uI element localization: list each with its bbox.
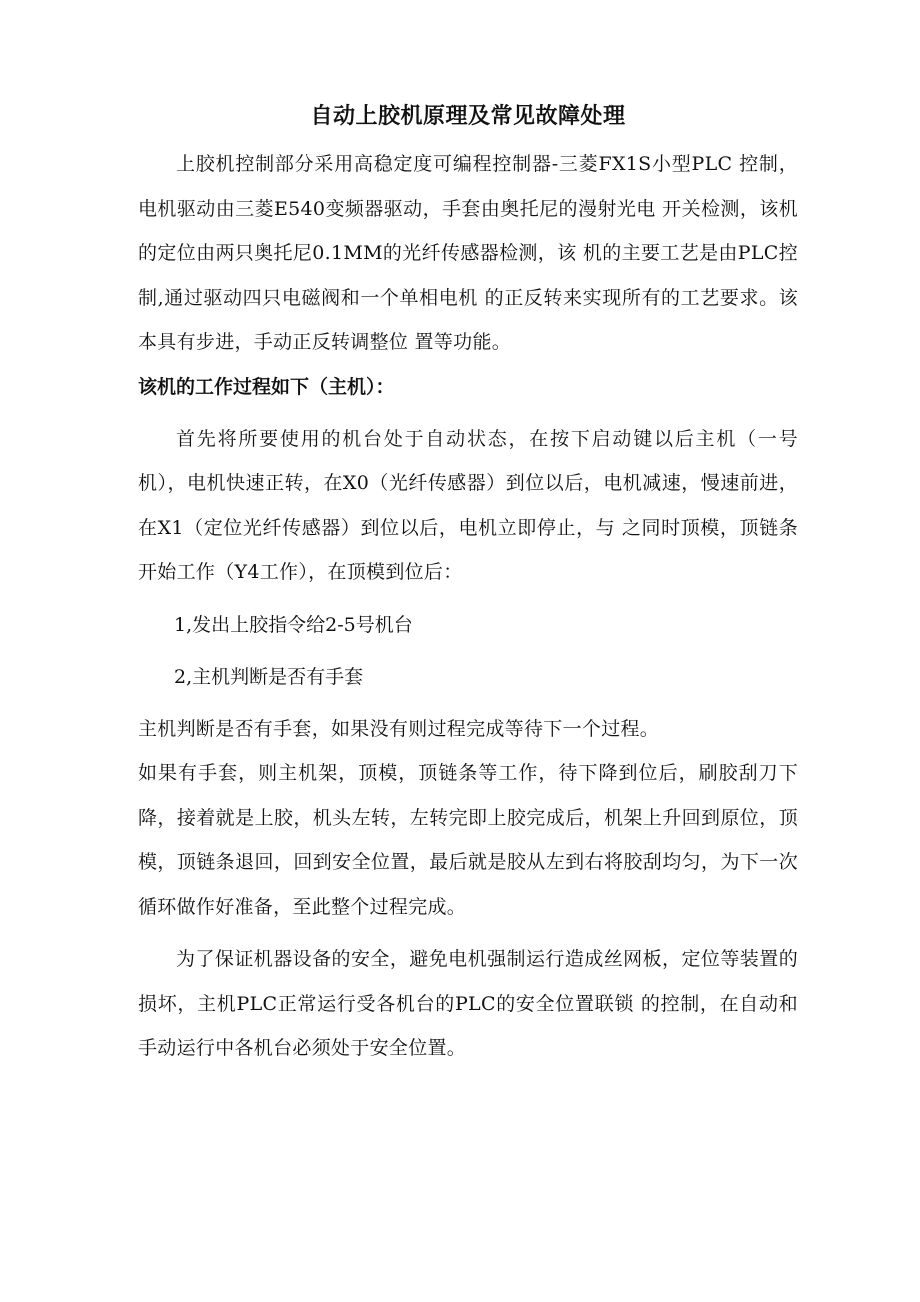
spacer — [138, 929, 798, 937]
document-title: 自动上胶机原理及常见故障处理 — [310, 103, 626, 129]
spacer — [138, 595, 798, 603]
step-2: 2,主机判断是否有手套 — [174, 665, 364, 688]
section-heading: 该机的工作过程如下（主机）： — [138, 375, 395, 398]
glove-paragraph: 如果有手套，则主机架，顶模，顶链条等工作，待下降到位后，刷胶刮刀下降，接着就是上胶，机头左转，左转完即上胶完成后，机架上升回到原位，顶模，顶链条退回，回到安全位置，最后就是胶从左到右将胶刮均匀，为下一次循环做作好准备，至此整个过程完成。 — [138, 762, 798, 918]
intro-paragraph: 上胶机控制部分采用高稳定度可编程控制器-三菱FX1S小型PLC 控制，电机驱动由三菱E540变频器驱动，手套由奥托尼的漫射光电 开关检测，该机的定位由两只奥托尼0.1MM的光纤传感器检测，该 机的主要工艺是由PLC控制,通过驱动四只电磁阀和一个单相电机 的正反转来实现所有的工艺要求。该本具有步进，手动正反转调整位 置等功能。 — [138, 153, 798, 353]
safety-paragraph: 为了保证机器设备的安全，避免电机强制运行造成丝网板，定位等装置的损坏，主机PLC正常运行受各机台的PLC的安全位置联锁 的控制，在自动和手动运行中各机台必须处于安全位置。 — [138, 948, 798, 1059]
document-page — [138, 96, 798, 1071]
spacer — [138, 699, 798, 707]
process-paragraph: 首先将所要使用的机台处于自动状态，在按下启动键以后主机（一号机），电机快速正转，在X0（光纤传感器）到位以后，电机减速，慢速前进，在X1（定位光纤传感器）到位以后，电机立即停止，与 之同时顶模，顶链条开始工作（Y4工作），在顶模到位后： — [138, 427, 798, 583]
spacer — [138, 647, 798, 655]
judgement-line: 主机判断是否有手套，如果没有则过程完成等待下一个过程。 — [138, 717, 660, 740]
step-1: 1,发出上胶指令给2-5号机台 — [174, 613, 413, 636]
